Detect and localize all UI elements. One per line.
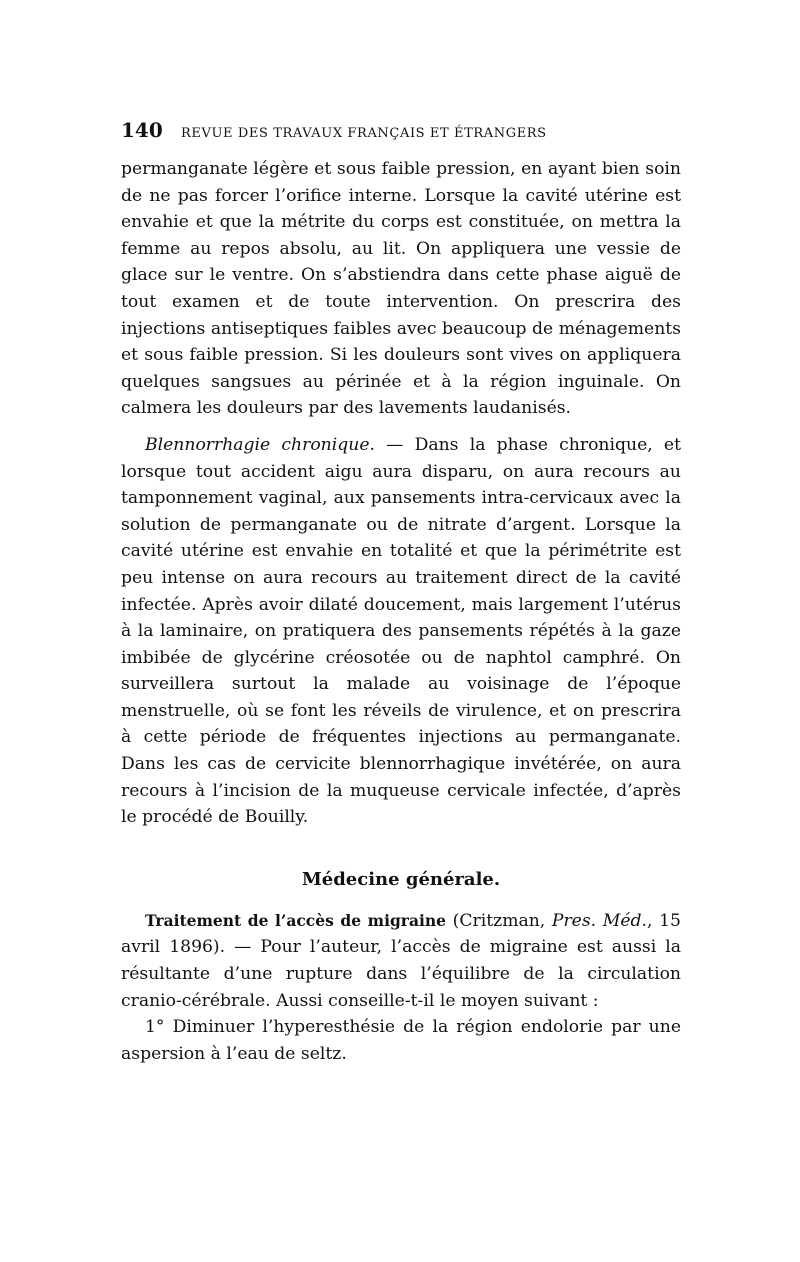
paragraph-acute-treatment: permanganate légère et sous faible pression, en ayant bien soin de ne pas forcer l’orifice interne. Lorsque la cavité utérine est envahie et que la métrite du corps est constituée, on mettra la femme au repos absolu, au lit. On appliquera une vessie de glace sur le ventre. On s’abstiendra dans cette phase aiguë de tout examen et de toute intervention. On prescrira des injections antiseptiques faibles avec beaucoup de ménagements et sous faible pression. Si les douleurs sont vives on appliquera quelques sangsues au périnée et à la région inguinale. On calmera les douleurs par des lavements laudanisés. bbox=[121, 159, 681, 419]
page bbox=[121, 118, 681, 1067]
paragraph-migraine bbox=[121, 908, 681, 1014]
paragraph-chronic-body: — Dans la phase chronique, et lorsque tout accident aigu aura disparu, on aura recours au tamponnement vaginal, aux pansements intra-cervicaux avec la solution de permanganate ou de nitrate d’argent. Lorsque la cavité utérine est envahie en totalité et que la périmétrite est peu intense on aura recours au traitement direct de la cavité infectée. Après avoir dilaté doucement, mais largement l’utérus à la laminaire, on pratiquera des pansements répétés à la gaze imbibée de glycérine créosotée ou de naphtol camphré. On surveillera surtout la malade au voisinage de l’époque menstruelle, où se font les réveils de virulence, et on prescrira à cette période de fréquentes injections au permanganate. Dans les cas de cervicite blennorrhagique invétérée, on aura recours à l’incision de la muqueuse cervicale infectée, d’après le procédé de Bouilly. bbox=[121, 434, 681, 828]
page-number: 140 bbox=[121, 118, 163, 142]
paragraph-chronic-blennorrhagia bbox=[121, 432, 681, 831]
running-head bbox=[121, 118, 681, 146]
section-heading: Médecine générale. bbox=[301, 868, 501, 890]
article-title: Traitement de l’accès de migraine bbox=[145, 910, 447, 930]
article-citation-journal: Pres. Méd. bbox=[551, 910, 648, 931]
running-title: REVUE DES TRAVAUX FRANÇAIS ET ÉTRANGERS bbox=[181, 126, 547, 141]
paragraph-chronic-title: Blennorrhagie chronique. bbox=[145, 434, 375, 455]
article-citation-rest: , 15 avril 1896). — Pour l’auteur, l’accès de migraine est aussi la résultante d’une rupture dans l’équilibre de la circulation cranio-cérébrale. Aussi conseille-t-il le moyen suivant : bbox=[121, 910, 681, 1011]
article-citation-open: (Critzman, bbox=[446, 910, 552, 931]
list-item-1: 1° Diminuer l’hyperesthésie de la région endolorie par une aspersion à l’eau de seltz. bbox=[121, 1017, 681, 1064]
spacer bbox=[121, 422, 681, 432]
